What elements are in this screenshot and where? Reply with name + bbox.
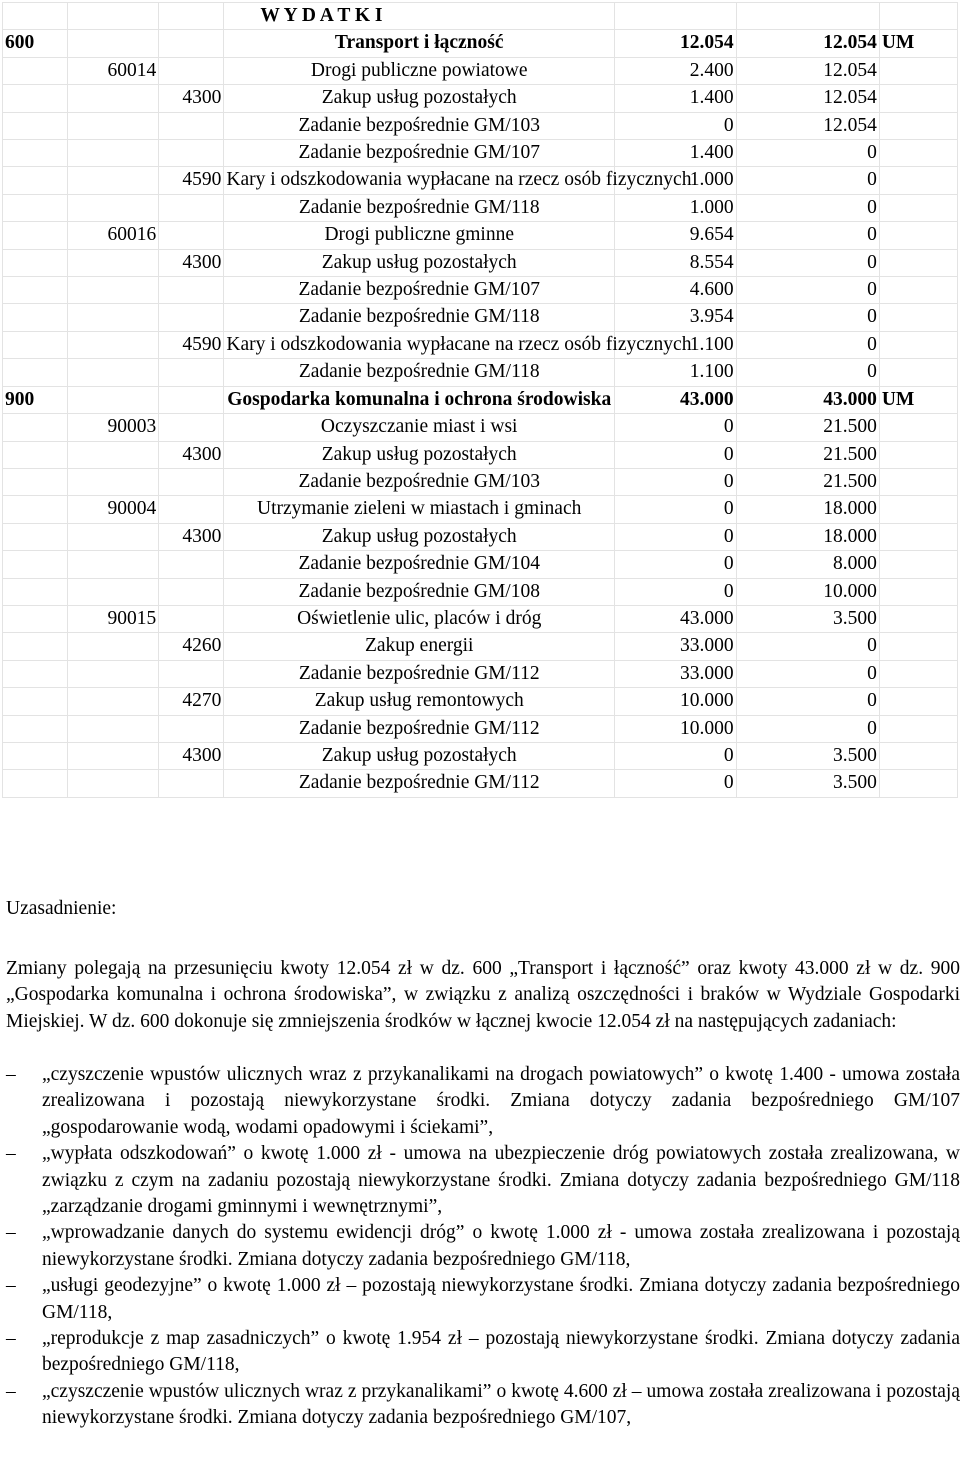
increase-amount: 0 bbox=[736, 331, 879, 358]
table-row bbox=[3, 140, 958, 167]
item-name: Drogi publiczne powiatowe bbox=[224, 57, 615, 84]
item-name: Zadanie bezpośrednie GM/118 bbox=[224, 194, 615, 221]
table-row bbox=[3, 688, 958, 715]
unit-code: UM bbox=[879, 30, 957, 57]
bullet-dash: – bbox=[6, 1328, 16, 1350]
decrease-amount: 43.000 bbox=[615, 386, 737, 413]
increase-amount: 3.500 bbox=[736, 770, 879, 797]
section-code: 90003 bbox=[68, 414, 159, 441]
table-row bbox=[3, 468, 958, 495]
item-name: Zadanie bezpośrednie GM/107 bbox=[224, 140, 615, 167]
increase-amount: 0 bbox=[736, 277, 879, 304]
decrease-amount: 8.554 bbox=[615, 249, 737, 276]
item-name: Transport i łączność bbox=[224, 30, 615, 57]
justification-item bbox=[6, 1379, 960, 1432]
decrease-amount: 0 bbox=[615, 523, 737, 550]
increase-amount: 3.500 bbox=[736, 605, 879, 632]
justification-item bbox=[6, 1273, 960, 1326]
increase-amount: 0 bbox=[736, 222, 879, 249]
expenses-table bbox=[2, 2, 958, 798]
decrease-amount: 1.400 bbox=[615, 85, 737, 112]
paragraph-code: 4300 bbox=[159, 85, 224, 112]
increase-amount: 21.500 bbox=[736, 468, 879, 495]
increase-amount: 21.500 bbox=[736, 441, 879, 468]
item-name: Zadanie bezpośrednie GM/112 bbox=[224, 770, 615, 797]
justification-list bbox=[6, 1062, 960, 1432]
decrease-amount: 1.400 bbox=[615, 140, 737, 167]
paragraph-code: 4590 bbox=[159, 167, 224, 194]
increase-amount: 18.000 bbox=[736, 523, 879, 550]
item-name: Zadanie bezpośrednie GM/118 bbox=[224, 359, 615, 386]
increase-amount: 12.054 bbox=[736, 30, 879, 57]
table-row bbox=[3, 386, 958, 413]
table-row bbox=[3, 496, 958, 523]
chapter-code: 600 bbox=[3, 30, 68, 57]
item-name: Oczyszczanie miast i wsi bbox=[224, 414, 615, 441]
decrease-amount: 1.100 bbox=[615, 331, 737, 358]
justification-item bbox=[6, 1141, 960, 1220]
table-row bbox=[3, 441, 958, 468]
section-code: 60016 bbox=[68, 222, 159, 249]
decrease-amount: 3.954 bbox=[615, 304, 737, 331]
table-row bbox=[3, 222, 958, 249]
item-name: Zadanie bezpośrednie GM/104 bbox=[224, 551, 615, 578]
increase-amount: 0 bbox=[736, 715, 879, 742]
item-name: Zakup usług pozostałych bbox=[224, 441, 615, 468]
increase-amount: 3.500 bbox=[736, 742, 879, 769]
item-name: Zadanie bezpośrednie GM/107 bbox=[224, 277, 615, 304]
item-name: Zadanie bezpośrednie GM/108 bbox=[224, 578, 615, 605]
paragraph-code: 4300 bbox=[159, 523, 224, 550]
justification-item-text: „wprowadzanie danych do systemu ewidencji dróg” o kwotę 1.000 zł - umowa została zrealizowana i pozostają niewykorzystane środki. Zmiana dotyczy zadania bezpośredniego GM/118, bbox=[42, 1222, 960, 1270]
paragraph-code: 4270 bbox=[159, 688, 224, 715]
decrease-amount: 0 bbox=[615, 578, 737, 605]
paragraph-code: 4590 bbox=[159, 331, 224, 358]
decrease-amount: 1.000 bbox=[615, 194, 737, 221]
item-name: Zadanie bezpośrednie GM/112 bbox=[224, 715, 615, 742]
decrease-amount: 0 bbox=[615, 551, 737, 578]
justification-item bbox=[6, 1220, 960, 1273]
increase-amount: 12.054 bbox=[736, 112, 879, 139]
increase-amount: 0 bbox=[736, 359, 879, 386]
justification-item bbox=[6, 1326, 960, 1379]
bullet-dash: – bbox=[6, 1064, 16, 1085]
increase-amount: 0 bbox=[736, 304, 879, 331]
bullet-dash: – bbox=[6, 1222, 16, 1244]
paragraph-code: 4300 bbox=[159, 441, 224, 468]
item-name: Zadanie bezpośrednie GM/103 bbox=[224, 468, 615, 495]
decrease-amount: 43.000 bbox=[615, 605, 737, 632]
increase-amount: 0 bbox=[736, 660, 879, 687]
decrease-amount: 0 bbox=[615, 770, 737, 797]
section-code: 90015 bbox=[68, 605, 159, 632]
item-name: Zadanie bezpośrednie GM/118 bbox=[224, 304, 615, 331]
paragraph-code: 4300 bbox=[159, 742, 224, 769]
section-code: 60014 bbox=[68, 57, 159, 84]
increase-amount: 43.000 bbox=[736, 386, 879, 413]
table-row bbox=[3, 770, 958, 797]
table-heading-row bbox=[3, 3, 958, 30]
table-row bbox=[3, 277, 958, 304]
item-name: Zadanie bezpośrednie GM/112 bbox=[224, 660, 615, 687]
table-row bbox=[3, 633, 958, 660]
table-row bbox=[3, 551, 958, 578]
decrease-amount: 9.654 bbox=[615, 222, 737, 249]
table-row bbox=[3, 194, 958, 221]
section-code: 90004 bbox=[68, 496, 159, 523]
expenses-table-body bbox=[3, 3, 958, 798]
item-name: Utrzymanie zieleni w miastach i gminach bbox=[224, 496, 615, 523]
item-name: Zakup energii bbox=[224, 633, 615, 660]
table-row bbox=[3, 304, 958, 331]
increase-amount: 8.000 bbox=[736, 551, 879, 578]
decrease-amount: 0 bbox=[615, 441, 737, 468]
chapter-code: 900 bbox=[3, 386, 68, 413]
decrease-amount: 12.054 bbox=[615, 30, 737, 57]
table-row bbox=[3, 249, 958, 276]
justification-item-text: „czyszczenie wpustów ulicznych wraz z przykanalikami na drogach powiatowych” o kwotę 1.400 - umowa została zrealizowana i pozostają niewykorzystane środki. Zmiana dotyczy zadania bezpośredniego GM/107 „gospodarowanie wodą, wodami opadowymi i ściekami”, bbox=[42, 1064, 960, 1138]
increase-amount: 0 bbox=[736, 167, 879, 194]
item-name: Zakup usług pozostałych bbox=[224, 249, 615, 276]
bullet-dash: – bbox=[6, 1380, 16, 1402]
decrease-amount: 0 bbox=[615, 112, 737, 139]
table-row bbox=[3, 57, 958, 84]
item-name: Drogi publiczne gminne bbox=[224, 222, 615, 249]
table-row bbox=[3, 167, 958, 194]
decrease-amount: 33.000 bbox=[615, 660, 737, 687]
item-name: Zakup usług pozostałych bbox=[224, 523, 615, 550]
item-name: Zakup usług pozostałych bbox=[224, 85, 615, 112]
item-name: Zakup usług remontowych bbox=[224, 688, 615, 715]
increase-amount: 0 bbox=[736, 688, 879, 715]
justification-item bbox=[6, 1062, 960, 1141]
justification-item-text: „czyszczenie wpustów ulicznych wraz z przykanalikami” o kwotę 4.600 zł – umowa została zrealizowana i pozostają niewykorzystane środki. Zmiana dotyczy zadania bezpośredniego GM/107, bbox=[42, 1380, 960, 1429]
decrease-amount: 10.000 bbox=[615, 688, 737, 715]
item-name: Oświetlenie ulic, placów i dróg bbox=[224, 605, 615, 632]
justification-item-text: „usługi geodezyjne” o kwotę 1.000 zł – pozostają niewykorzystane środki. Zmiana dotyczy zadania bezpośredniego GM/118, bbox=[42, 1275, 960, 1323]
table-row bbox=[3, 331, 958, 358]
decrease-amount: 10.000 bbox=[615, 715, 737, 742]
bullet-dash: – bbox=[6, 1143, 16, 1165]
table-row bbox=[3, 112, 958, 139]
justification-item-text: „reprodukcje z map zasadniczych” o kwotę 1.954 zł – pozostają niewykorzystane środki. Zmiana dotyczy zadania bezpośredniego GM/118, bbox=[42, 1328, 960, 1376]
increase-amount: 12.054 bbox=[736, 85, 879, 112]
item-name: Kary i odszkodowania wypłacane na rzecz osób fizycznych bbox=[224, 167, 615, 194]
decrease-amount: 4.600 bbox=[615, 277, 737, 304]
table-row bbox=[3, 605, 958, 632]
increase-amount: 10.000 bbox=[736, 578, 879, 605]
increase-amount: 0 bbox=[736, 249, 879, 276]
table-heading: W Y D A T K I bbox=[224, 3, 615, 30]
justification-item-text: „wypłata odszkodowań” o kwotę 1.000 zł - umowa na ubezpieczenie dróg powiatowych została zrealizowana, w związku z czym na zadaniu pozostają niewykorzystane środki. Zmiana dotyczy zadania bezpośredniego GM/118 „zarządzanie drogami gminnymi i wewnętrznymi”, bbox=[42, 1143, 960, 1218]
table-row bbox=[3, 660, 958, 687]
decrease-amount: 1.000 bbox=[615, 167, 737, 194]
justification-label: Uzasadnienie: bbox=[6, 898, 117, 919]
decrease-amount: 1.100 bbox=[615, 359, 737, 386]
increase-amount: 0 bbox=[736, 140, 879, 167]
table-row bbox=[3, 414, 958, 441]
decrease-amount: 0 bbox=[615, 742, 737, 769]
paragraph-code: 4260 bbox=[159, 633, 224, 660]
increase-amount: 0 bbox=[736, 194, 879, 221]
paragraph-code: 4300 bbox=[159, 249, 224, 276]
table-row bbox=[3, 715, 958, 742]
decrease-amount: 0 bbox=[615, 468, 737, 495]
item-name: Kary i odszkodowania wypłacane na rzecz osób fizycznych bbox=[224, 331, 615, 358]
bullet-dash: – bbox=[6, 1275, 16, 1297]
unit-code: UM bbox=[879, 386, 957, 413]
item-name: Zakup usług pozostałych bbox=[224, 742, 615, 769]
increase-amount: 0 bbox=[736, 633, 879, 660]
table-row bbox=[3, 85, 958, 112]
decrease-amount: 2.400 bbox=[615, 57, 737, 84]
table-row bbox=[3, 359, 958, 386]
increase-amount: 21.500 bbox=[736, 414, 879, 441]
decrease-amount: 0 bbox=[615, 414, 737, 441]
increase-amount: 18.000 bbox=[736, 496, 879, 523]
decrease-amount: 0 bbox=[615, 496, 737, 523]
justification-intro: Zmiany polegają na przesunięciu kwoty 12.054 zł w dz. 600 „Transport i łączność” oraz kwoty 43.000 zł w dz. 900 „Gospodarka komunalna i ochrona środowiska”, w związku z analizą oszczędności i braków w Wydziale Gospodarki Miejskiej. W dz. 600 dokonuje się zmniejszenia środków w łącznej kwocie 12.054 zł na następujących zadaniach: bbox=[6, 958, 960, 1032]
table-row bbox=[3, 30, 958, 57]
item-name: Gospodarka komunalna i ochrona środowiska bbox=[224, 386, 615, 413]
table-row bbox=[3, 523, 958, 550]
decrease-amount: 33.000 bbox=[615, 633, 737, 660]
increase-amount: 12.054 bbox=[736, 57, 879, 84]
table-row bbox=[3, 578, 958, 605]
table-row bbox=[3, 742, 958, 769]
item-name: Zadanie bezpośrednie GM/103 bbox=[224, 112, 615, 139]
